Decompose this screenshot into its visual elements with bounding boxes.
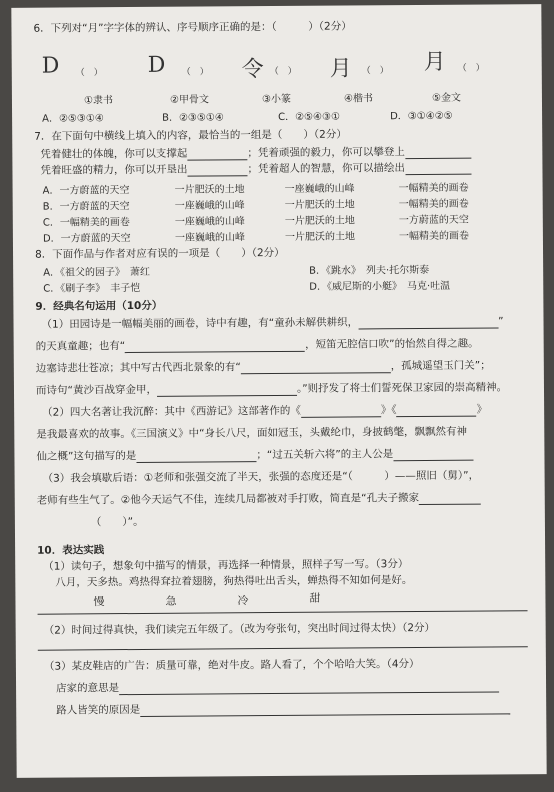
blank-q9-6[interactable] — [397, 404, 477, 418]
q10-s3b-text: 路人皆笑的原因是 — [56, 703, 141, 717]
moon-glyph-5: 月 — [423, 49, 446, 75]
q9-p7-mid: ；“过五关斩六将”的主人公是 — [256, 448, 394, 462]
q9-p1-text: （1）田园诗是一幅幅美丽的画卷，诗中有趣，有“童孙未解供耕织， — [41, 316, 359, 331]
q10-s2: （2）时间过得真快，我们读完五年级了。（改为夸张句，突出时间过得太快）（2分） — [43, 621, 436, 637]
word-cold[interactable]: 冷 — [237, 594, 249, 608]
q9-p9 — [37, 491, 481, 508]
moon-glyph-2: D — [147, 52, 166, 78]
moon-glyph-1: D — [41, 53, 60, 79]
exam-paper — [11, 4, 546, 778]
q9-p1 — [41, 314, 503, 331]
word-hurry[interactable]: 急 — [165, 594, 177, 608]
q7-line2a: 凭着旺盛的精力，你可以开垦出 — [40, 163, 188, 177]
q9-p6: 是我最喜欢的故事。《三国演义》中“身长八尺，面如冠玉，头戴纶巾，身披鹤氅，飘飘然有神 — [36, 425, 468, 441]
q7-a-3: 一座巍峨的山峰 — [284, 183, 355, 195]
q10-title: 10．表达实践 — [37, 544, 105, 557]
answer-line-2[interactable] — [38, 646, 528, 650]
q7-b-4: 一幅精美的画卷 — [398, 198, 469, 211]
q7-a-2: 一片肥沃的土地 — [174, 184, 245, 196]
script-label-4: ④楷书 — [343, 93, 373, 105]
script-label-5: ⑤金文 — [431, 92, 461, 104]
q10-s3b — [56, 700, 510, 717]
q9-title: 9．经典名句运用（10分） — [35, 299, 163, 313]
q7-line1b: ；凭着顽强的毅力，你可以攀登上 — [247, 146, 405, 160]
blank-q9-1[interactable] — [358, 315, 498, 329]
blank-1[interactable] — [187, 147, 247, 160]
q10-s3a-text: 店家的意思是 — [56, 682, 120, 695]
q6-option-b[interactable]: B．②③⑤①④ — [162, 112, 224, 124]
script-label-3: ③小篆 — [261, 93, 291, 106]
q9-p5 — [42, 403, 487, 420]
blank-q9-4[interactable] — [157, 383, 297, 397]
q9-p4-text: 而诗句“黄沙百战穿金甲， — [35, 383, 157, 397]
q7-c-2: 一座巍峨的山峰 — [174, 216, 245, 228]
answer-line-4[interactable] — [140, 701, 510, 717]
script-label-1: ①隶书 — [83, 95, 113, 107]
moon-glyph-4: 月 — [329, 56, 352, 82]
q8-option-d[interactable]: D．《威尼斯的小艇》 马克·吐温 — [309, 280, 451, 293]
q9-p7 — [36, 447, 473, 464]
script-label-2: ②甲骨文 — [169, 94, 209, 106]
q7-sentence-1 — [40, 145, 471, 162]
q9-p8: （3）我会填歇后语：①老师和张强交流了半天，张强的态度还是“（ ）——照旧（舅）”， — [42, 469, 480, 485]
answer-line-1[interactable] — [38, 610, 528, 614]
q9-p5-mid: 》《 — [380, 404, 397, 417]
word-sweet[interactable]: 甜 — [309, 591, 321, 605]
blank-q9-7[interactable] — [136, 449, 256, 463]
blank-q9-9[interactable] — [419, 492, 481, 505]
q8-option-b[interactable]: B．《跳水》 列夫·托尔斯泰 — [309, 264, 430, 277]
blank-3[interactable] — [187, 163, 247, 176]
q9-p10: （ ）”。 — [90, 515, 144, 529]
q6-option-a[interactable]: A．②⑤③①④ — [42, 113, 104, 125]
answer-paren-1[interactable]: （ ） — [75, 68, 103, 79]
q7-b-2: 一座巍峨的山峰 — [174, 200, 245, 212]
moon-glyph-3: 令 — [241, 57, 264, 83]
q7-b-1[interactable]: B．一方蔚蓝的天空 — [42, 201, 130, 213]
q6-option-d[interactable]: D．③①④②⑤ — [390, 110, 453, 123]
q7-d-2: 一座巍峨的山峰 — [174, 232, 245, 244]
answer-paren-2[interactable]: （ ） — [181, 67, 209, 78]
answer-line-3[interactable] — [119, 679, 499, 695]
q6-title: 6．下列对“月”字字体的辨认、序号顺序正确的是：（ ）（2分） — [33, 20, 352, 35]
q7-d-1[interactable]: D．一方蔚蓝的天空 — [42, 233, 131, 245]
q7-a-1[interactable]: A．一方蔚蓝的天空 — [42, 185, 130, 197]
q9-p4-end: 。”则抒发了将士们誓死保卫家园的崇高精神。 — [296, 381, 508, 395]
q9-p1-end: ” — [498, 315, 504, 328]
q7-line1a: 凭着健壮的体魄，你可以支撑起 — [40, 147, 188, 161]
q7-a-4: 一幅精美的画卷 — [398, 182, 469, 195]
blank-q9-8[interactable] — [393, 448, 473, 462]
blank-q9-5[interactable] — [301, 404, 381, 418]
q10-s3: （3）某皮鞋店的广告：质量可靠，绝对牛皮。路人看了，个个哈哈大笑。（4分） — [43, 658, 420, 673]
q9-p2-text: 的天真童趣；也有“ — [35, 340, 126, 353]
q9-p5-text: （2）四大名著让我沉醉：其中《西游记》这部著作的《 — [42, 404, 301, 419]
q7-d-3: 一片肥沃的土地 — [284, 231, 355, 243]
q10-s1-sentence: 八月，天多热。鸡热得耷拉着翅膀，狗热得吐出舌头，蝉热得不知如何是好。 — [55, 574, 413, 589]
answer-paren-5[interactable]: （ ） — [457, 63, 485, 74]
q6-option-c[interactable]: C．②⑤④③① — [278, 111, 340, 123]
q8-title: 8．下面作品与作者对应有误的一项是（ ）（2分） — [35, 246, 285, 261]
q9-p2 — [36, 337, 479, 354]
q9-p2-end: ，短笛无腔信口吹”的怡然自得之趣。 — [305, 337, 479, 351]
answer-paren-3[interactable]: （ ） — [269, 66, 297, 78]
blank-q9-2[interactable] — [125, 339, 305, 353]
q8-option-c[interactable]: C．《刷子李》 丰子恺 — [43, 282, 141, 295]
q9-p4 — [36, 380, 507, 397]
q7-d-4: 一幅精美的画卷 — [398, 230, 469, 243]
q9-p3-text: 边塞诗悲壮苍凉；其中写古代西北景象的有“ — [35, 361, 241, 375]
q7-line2b: ；凭着超人的智慧，你可以描绘出 — [247, 162, 405, 176]
word-slow[interactable]: 慢 — [93, 595, 105, 609]
q7-c-3: 一片肥沃的土地 — [284, 215, 355, 227]
q10-s1: （1）读句子，想象句中描写的情景，再选择一种情景，照样子写一写。（3分） — [43, 558, 409, 573]
q8-option-a[interactable]: A．《祖父的园子》 萧红 — [43, 266, 151, 279]
blank-2[interactable] — [405, 146, 471, 159]
q9-p3 — [36, 359, 491, 376]
q9-p3-end: ，孤城遥望玉门关”； — [390, 359, 491, 373]
answer-paren-4[interactable]: （ ） — [361, 66, 389, 77]
q7-b-3: 一片肥沃的土地 — [284, 199, 355, 211]
q10-s3a — [56, 678, 499, 695]
q9-p9-text: 老师有些生气了。②他今天运气不佳，连续几局都被对手打败，简直是“孔夫子搬家 — [36, 492, 420, 507]
q7-title: 7．在下面句中横线上填入的内容，最恰当的一组是（ ）（2分） — [34, 128, 347, 143]
blank-q9-3[interactable] — [241, 360, 391, 374]
blank-4[interactable] — [405, 162, 471, 175]
q7-sentence-2 — [40, 161, 471, 178]
q9-p7-text: 仙之概”这句描写的是 — [36, 449, 137, 463]
q7-c-4: 一方蔚蓝的天空 — [398, 214, 469, 227]
q9-p5-end: 》 — [476, 403, 488, 416]
q7-c-1[interactable]: C．一幅精美的画卷 — [42, 217, 130, 229]
